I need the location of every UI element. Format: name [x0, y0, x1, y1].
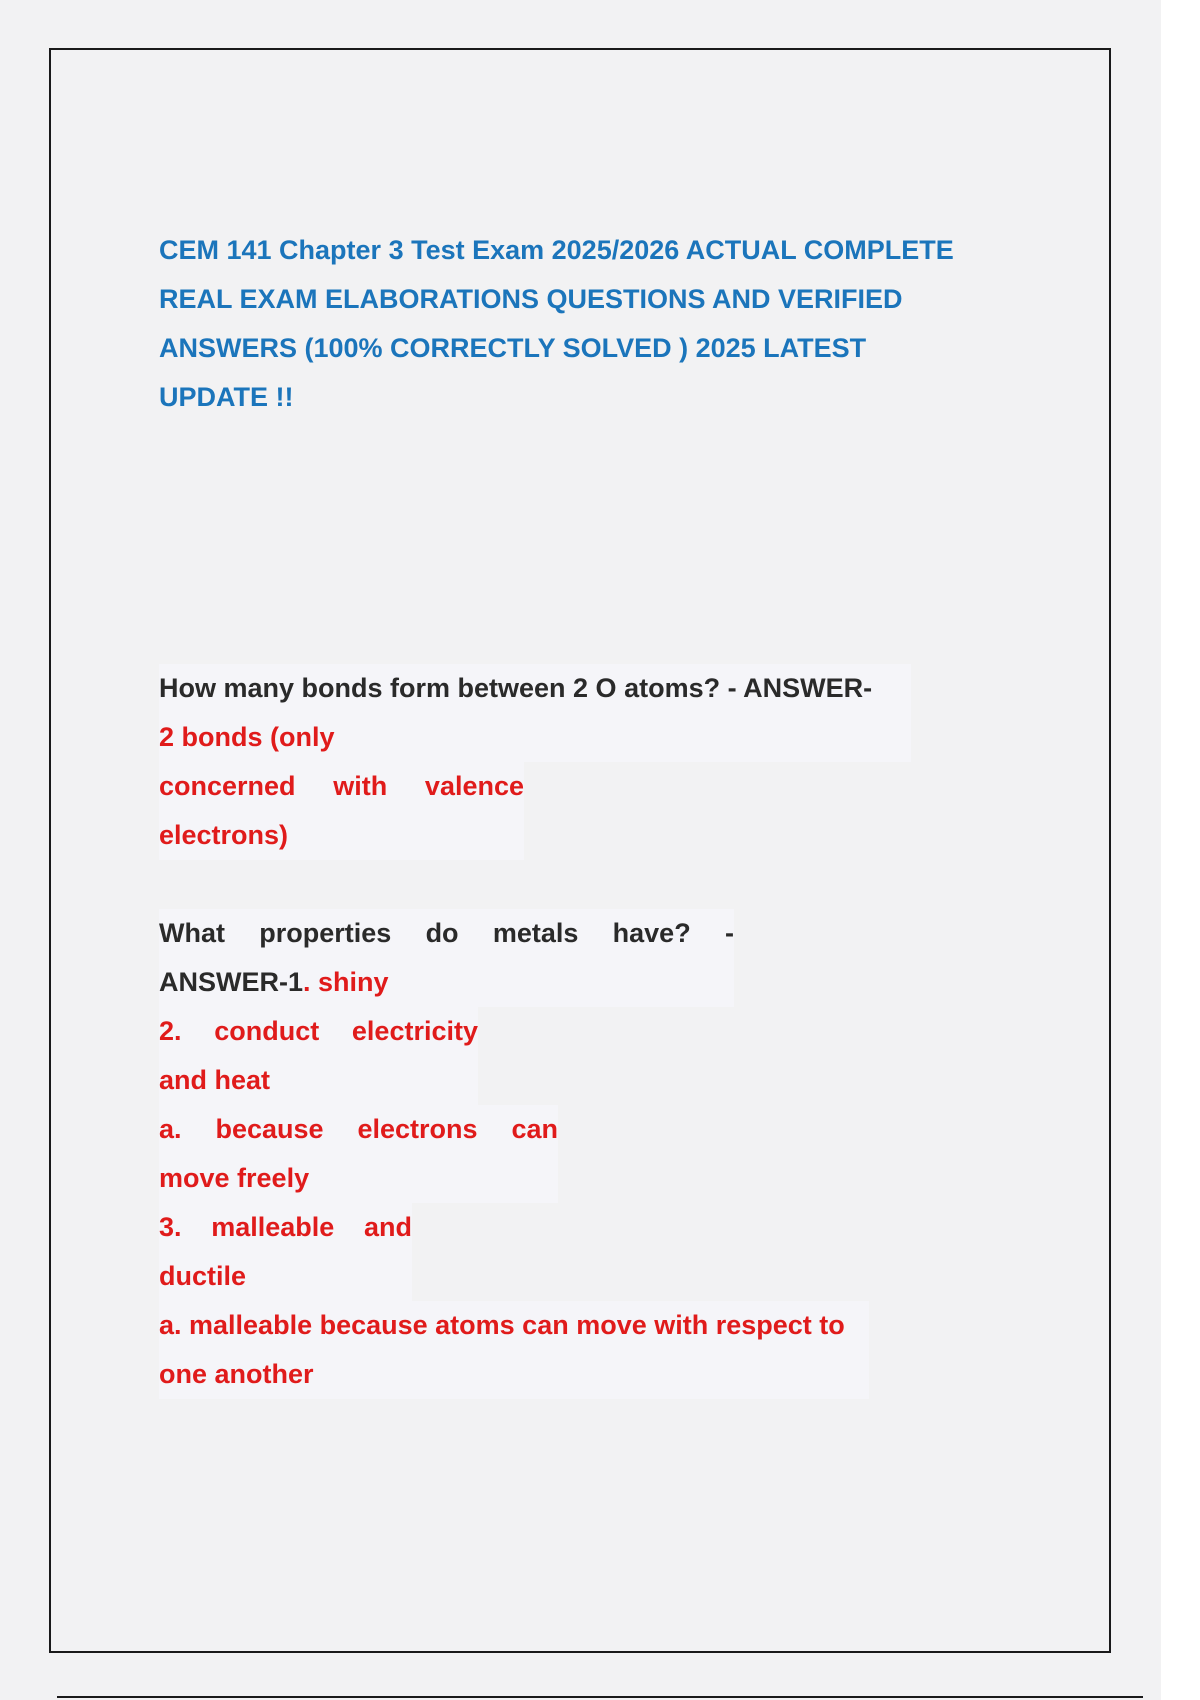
answer-text: . shiny — [303, 967, 389, 997]
question-word: do — [425, 918, 459, 948]
answer-word: and — [363, 1212, 412, 1242]
answer-word: with — [333, 771, 388, 801]
answer-line — [159, 1252, 412, 1301]
title-line: REAL EXAM ELABORATIONS QUESTIONS AND VERIFIED — [159, 284, 903, 314]
answer-line — [159, 713, 911, 762]
answer-word: because — [215, 1114, 324, 1144]
answer-text: 2 bonds (only — [159, 722, 335, 752]
answer-line — [159, 1154, 558, 1203]
answer-word: 3. — [159, 1212, 182, 1242]
answer-text: one another — [159, 1359, 314, 1389]
next-page-top-edge — [57, 1696, 1143, 1698]
answer-word: 2. — [159, 1016, 182, 1046]
question-word: What — [159, 918, 225, 948]
answer-line — [159, 1301, 869, 1350]
answer-line — [159, 1350, 869, 1399]
right-margin-strip — [1161, 0, 1200, 1700]
qa-block-bonds — [159, 664, 911, 860]
answer-word: electrons — [357, 1114, 478, 1144]
answer-text: and heat — [159, 1065, 271, 1095]
answer-word: a. — [159, 1114, 182, 1144]
answer-text: ductile — [159, 1261, 247, 1291]
answer-word: can — [511, 1114, 558, 1144]
answer-word: valence — [424, 771, 524, 801]
answer-word: concerned — [159, 771, 296, 801]
question-line — [159, 664, 911, 713]
title-line: UPDATE !! — [159, 382, 294, 412]
question-word: metals — [492, 918, 579, 948]
question-line — [159, 909, 734, 958]
answer-line — [159, 1105, 558, 1154]
title-line: ANSWERS (100% CORRECTLY SOLVED ) 2025 LATEST — [159, 333, 867, 363]
answer-word: electricity — [351, 1016, 478, 1046]
answer-text: move freely — [159, 1163, 310, 1193]
answer-line — [159, 1203, 412, 1252]
question-answer-line — [159, 958, 734, 1007]
title-line: CEM 141 Chapter 3 Test Exam 2025/2026 ACTUAL COMPLETE — [159, 235, 954, 265]
answer-line — [159, 1007, 478, 1056]
question-text: How many bonds form between 2 O atoms? - ANSWER- — [159, 673, 873, 703]
qa-block-metals — [159, 909, 869, 1399]
answer-line — [159, 762, 524, 811]
answer-word: conduct — [214, 1016, 320, 1046]
answer-word: malleable — [211, 1212, 335, 1242]
answer-label: ANSWER-1 — [159, 967, 304, 997]
document-title — [159, 226, 1019, 422]
question-word: - — [724, 918, 734, 948]
question-word: have? — [612, 918, 691, 948]
answer-text: a. malleable because atoms can move with respect to — [159, 1310, 845, 1340]
answer-line — [159, 1056, 478, 1105]
answer-text: electrons) — [159, 820, 289, 850]
answer-line — [159, 811, 524, 860]
question-word: properties — [259, 918, 392, 948]
